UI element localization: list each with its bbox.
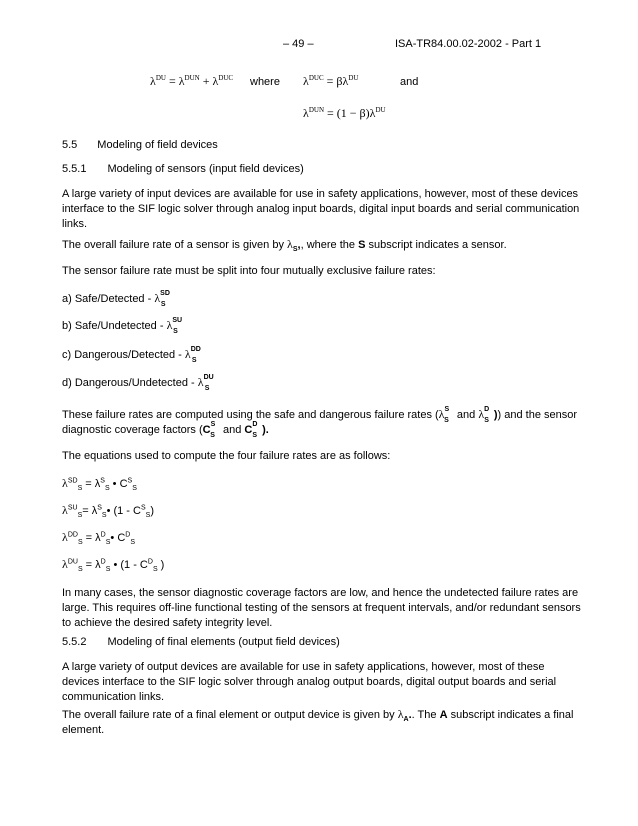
paragraph-input-devices: A large variety of input devices are available for use in safety applications, however, most of these devices interface to the SIF logic solver through analog input boards, digital input boards and serial communication links. xyxy=(62,188,580,230)
document-id: ISA-TR84.00.02-2002 - Part 1 xyxy=(395,38,542,50)
equation-duc: $\lambda^{DUC} = \beta\lambda^{DU}$ xyxy=(303,74,359,88)
paragraph-sensor-failure-rate: The overall failure rate of a sensor is given by $\lambda_S$,, where the S subscript indicates a sensor. xyxy=(62,237,507,254)
and-label: and xyxy=(400,76,419,88)
list-item-safe-undetected: b) Safe/Undetected - $\lambda^{SU}_S$ xyxy=(62,317,183,335)
paragraph-split-rates: The sensor failure rate must be split into four mutually exclusive failure rates: xyxy=(62,265,436,277)
section-5-5-2-heading: 5.5.2 Modeling of final elements (output field devices) xyxy=(62,636,340,648)
equation-du: $\lambda^{DU}_S = \lambda^D_S$ • ($1 - C^D_S$ ) xyxy=(62,557,165,574)
list-item-dangerous-undetected: d) Dangerous/Undetected - $\lambda^{DU}_S$ xyxy=(62,374,214,392)
list-item-dangerous-detected: c) Dangerous/Detected - $\lambda^{DD}_S$ xyxy=(62,346,201,364)
section-5-5-heading: 5.5 Modeling of field devices xyxy=(62,139,218,151)
equation-sd: $\lambda^{SD}_S = \lambda^S_S$ • $C^S_S$ xyxy=(62,476,137,493)
equation-du-total: $\lambda^{DU} = \lambda^{DUN} + \lambda^{DUC}$ xyxy=(150,74,234,88)
equation-dun: $\lambda^{DUN} = (1 - \beta)\lambda^{DU}$ xyxy=(303,106,386,120)
paragraph-final-element-failure-rate: The overall failure rate of a final element or output device is given by $\lambda_A$.. The A subscript indicates a final element. xyxy=(62,707,574,736)
paragraph-output-devices: A large variety of output devices are available for use in safety applications, however, most of these devices interface to the SIF logic solver through analog output boards, digital output boards and serial communication links. xyxy=(62,661,557,703)
where-label: where xyxy=(250,76,280,88)
list-item-safe-detected: a) Safe/Detected - $\lambda^{SD}_S$ xyxy=(62,290,170,308)
paragraph-equations-intro: The equations used to compute the four failure rates are as follows: xyxy=(62,450,391,462)
paragraph-computed-rates-line2: diagnostic coverage factors ($C^S_S$ and $C^D_S$ ). xyxy=(62,421,269,439)
paragraph-low-coverage: In many cases, the sensor diagnostic coverage factors are low, and hence the undetected failure rates are large. This requires off-line functional testing of the sensors at frequent intervals, and/or redundant sensors to achieve the desired safety integrity level. xyxy=(62,587,581,629)
paragraph-computed-rates-line1: These failure rates are computed using the safe and dangerous failure rates ($\lambda^S_S$ and $\lambda^D_S$ )) and the sensor xyxy=(62,406,578,424)
page-number: – 49 – xyxy=(283,38,314,50)
equation-su: $\lambda^{SU}_S=$ $\lambda^S_S•$ $(1 - C^S_S)$ xyxy=(62,503,154,520)
equation-dd: $\lambda^{DD}_S$ = $\lambda^D_S•$ $C^D_S$ xyxy=(62,530,135,547)
section-5-5-1-heading: 5.5.1 Modeling of sensors (input field devices) xyxy=(62,163,304,175)
